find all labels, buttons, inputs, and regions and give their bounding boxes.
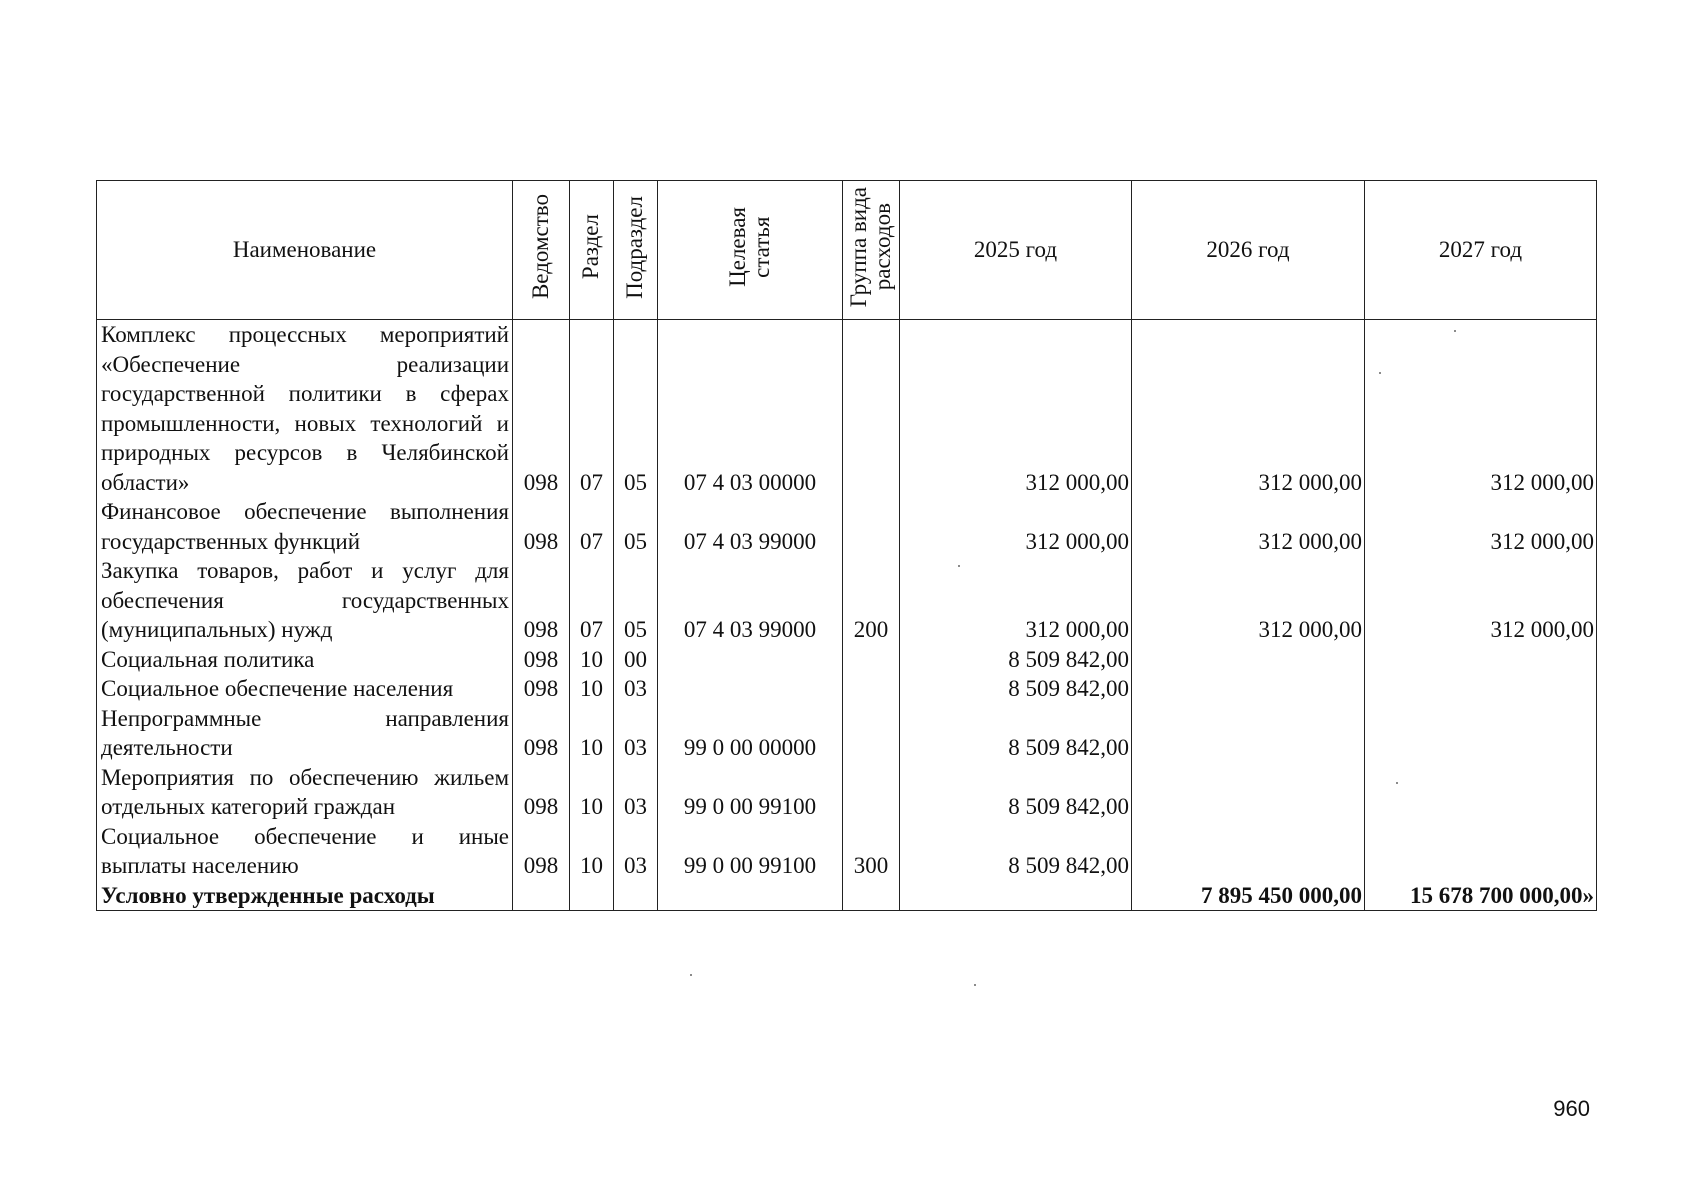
- header-year-2025-label: 2025 год: [973, 237, 1058, 262]
- cell-target-article: [658, 674, 843, 704]
- cell-year-2027: 312 000,00: [1365, 320, 1597, 498]
- cell-year-2027: 312 000,00: [1365, 556, 1597, 645]
- cell-year-2025: 8 509 842,00: [900, 763, 1132, 822]
- cell-subsection: 03: [614, 822, 658, 881]
- cell-department: 098: [513, 497, 570, 556]
- cell-target-article: [658, 881, 843, 911]
- cell-expense-group: [843, 881, 900, 911]
- cell-department: 098: [513, 822, 570, 881]
- cell-expense-group: [843, 704, 900, 763]
- scan-speck: [958, 565, 960, 567]
- header-expense-group-line1: Группа вида: [845, 186, 871, 308]
- cell-name: Финансовое обеспечение выполнения государственных функций: [97, 497, 513, 556]
- cell-target-article: 99 0 00 00000: [658, 704, 843, 763]
- cell-expense-group: [843, 763, 900, 822]
- cell-year-2025: 312 000,00: [900, 320, 1132, 498]
- cell-name: Комплекс процессных мероприятий «Обеспечение реализации государственной политики в сферах промышленности, новых технологий и природных ресурсов в Челябинской области»: [97, 320, 513, 498]
- cell-year-2027: 312 000,00: [1365, 497, 1597, 556]
- header-name-label: Наименование: [232, 237, 377, 262]
- cell-subsection: 03: [614, 763, 658, 822]
- cell-year-2026: [1132, 763, 1365, 822]
- scan-speck: [690, 974, 692, 976]
- table-row: [97, 320, 1597, 498]
- cell-expense-group: [843, 674, 900, 704]
- cell-section: 10: [570, 674, 614, 704]
- cell-year-2026: [1132, 674, 1365, 704]
- header-year-2025: [900, 181, 1132, 320]
- table-row: [97, 497, 1597, 556]
- table-row: [97, 881, 1597, 911]
- cell-year-2026: 312 000,00: [1132, 497, 1365, 556]
- cell-section: 10: [570, 822, 614, 881]
- header-expense-group-label: [847, 187, 895, 307]
- table-body: [97, 320, 1597, 911]
- cell-expense-group: [843, 497, 900, 556]
- cell-year-2025: 8 509 842,00: [900, 822, 1132, 881]
- cell-name: Закупка товаров, работ и услуг для обеспечения государственных (муниципальных) нужд: [97, 556, 513, 645]
- header-target-article-label: [726, 207, 774, 287]
- header-expense-group: [843, 181, 900, 320]
- cell-subsection: 05: [614, 556, 658, 645]
- cell-name: Социальная политика: [97, 645, 513, 675]
- cell-year-2026: [1132, 645, 1365, 675]
- cell-name: Непрограммные направления деятельности: [97, 704, 513, 763]
- header-section-label: Раздел: [578, 214, 604, 280]
- cell-year-2025: 312 000,00: [900, 497, 1132, 556]
- scan-speck: [974, 984, 976, 986]
- table-row: [97, 645, 1597, 675]
- cell-year-2027: [1365, 822, 1597, 881]
- table-header: [97, 181, 1597, 320]
- cell-expense-group: [843, 320, 900, 498]
- cell-year-2026: 7 895 450 000,00: [1132, 881, 1365, 911]
- cell-year-2027: [1365, 704, 1597, 763]
- cell-year-2027: [1365, 763, 1597, 822]
- cell-year-2025: 8 509 842,00: [900, 704, 1132, 763]
- cell-subsection: 03: [614, 704, 658, 763]
- cell-department: 098: [513, 556, 570, 645]
- cell-year-2025: 312 000,00: [900, 556, 1132, 645]
- cell-section: 10: [570, 763, 614, 822]
- cell-year-2026: [1132, 704, 1365, 763]
- cell-section: 10: [570, 704, 614, 763]
- header-target-article-line2: статья: [749, 216, 774, 278]
- cell-year-2026: 312 000,00: [1132, 320, 1365, 498]
- cell-subsection: 00: [614, 645, 658, 675]
- table-row: [97, 556, 1597, 645]
- cell-department: 098: [513, 763, 570, 822]
- cell-target-article: [658, 645, 843, 675]
- table-row: [97, 822, 1597, 881]
- scan-speck: [1454, 330, 1456, 332]
- cell-target-article: 07 4 03 99000: [658, 556, 843, 645]
- header-subsection: [614, 181, 658, 320]
- cell-department: 098: [513, 645, 570, 675]
- cell-department: [513, 881, 570, 911]
- table-row: [97, 763, 1597, 822]
- cell-year-2026: 312 000,00: [1132, 556, 1365, 645]
- cell-department: 098: [513, 704, 570, 763]
- cell-expense-group: 300: [843, 822, 900, 881]
- cell-section: [570, 881, 614, 911]
- header-subsection-label: Подраздел: [622, 195, 648, 299]
- header-year-2027-label: 2027 год: [1438, 237, 1523, 262]
- cell-name: Мероприятия по обеспечению жильем отдельных категорий граждан: [97, 763, 513, 822]
- table-row: [97, 674, 1597, 704]
- scan-speck: [1396, 782, 1398, 784]
- cell-year-2026: [1132, 822, 1365, 881]
- cell-subsection: 05: [614, 320, 658, 498]
- cell-year-2025: 8 509 842,00: [900, 645, 1132, 675]
- cell-section: 07: [570, 320, 614, 498]
- scan-speck: [1379, 372, 1381, 374]
- cell-year-2027: [1365, 674, 1597, 704]
- header-year-2027: [1365, 181, 1597, 320]
- cell-department: 098: [513, 320, 570, 498]
- header-year-2026: [1132, 181, 1365, 320]
- cell-expense-group: [843, 645, 900, 675]
- cell-year-2027: [1365, 645, 1597, 675]
- header-section: [570, 181, 614, 320]
- cell-name: Социальное обеспечение и иные выплаты населению: [97, 822, 513, 881]
- header-year-2026-label: 2026 год: [1206, 237, 1290, 262]
- cell-department: 098: [513, 674, 570, 704]
- cell-year-2025: 8 509 842,00: [900, 674, 1132, 704]
- cell-name: Социальное обеспечение населения: [97, 674, 513, 704]
- cell-name: Условно утвержденные расходы: [97, 881, 513, 911]
- budget-table: [96, 180, 1597, 911]
- table-row: [97, 704, 1597, 763]
- cell-target-article: 99 0 00 99100: [658, 822, 843, 881]
- cell-target-article: 07 4 03 99000: [658, 497, 843, 556]
- cell-year-2025: [900, 881, 1132, 911]
- header-expense-group-line2: расходов: [870, 203, 895, 291]
- cell-section: 07: [570, 556, 614, 645]
- header-department-label: Ведомство: [527, 194, 553, 300]
- cell-subsection: 03: [614, 674, 658, 704]
- cell-section: 07: [570, 497, 614, 556]
- cell-year-2027: 15 678 700 000,00»: [1365, 881, 1597, 911]
- cell-target-article: 99 0 00 99100: [658, 763, 843, 822]
- header-name: [97, 181, 513, 320]
- header-department: [513, 181, 570, 320]
- cell-subsection: 05: [614, 497, 658, 556]
- page-number: 960: [1553, 1096, 1590, 1121]
- cell-subsection: [614, 881, 658, 911]
- cell-section: 10: [570, 645, 614, 675]
- header-target-article-line1: Целевая: [724, 207, 750, 287]
- cell-expense-group: 200: [843, 556, 900, 645]
- cell-target-article: 07 4 03 00000: [658, 320, 843, 498]
- header-target-article: [658, 181, 843, 320]
